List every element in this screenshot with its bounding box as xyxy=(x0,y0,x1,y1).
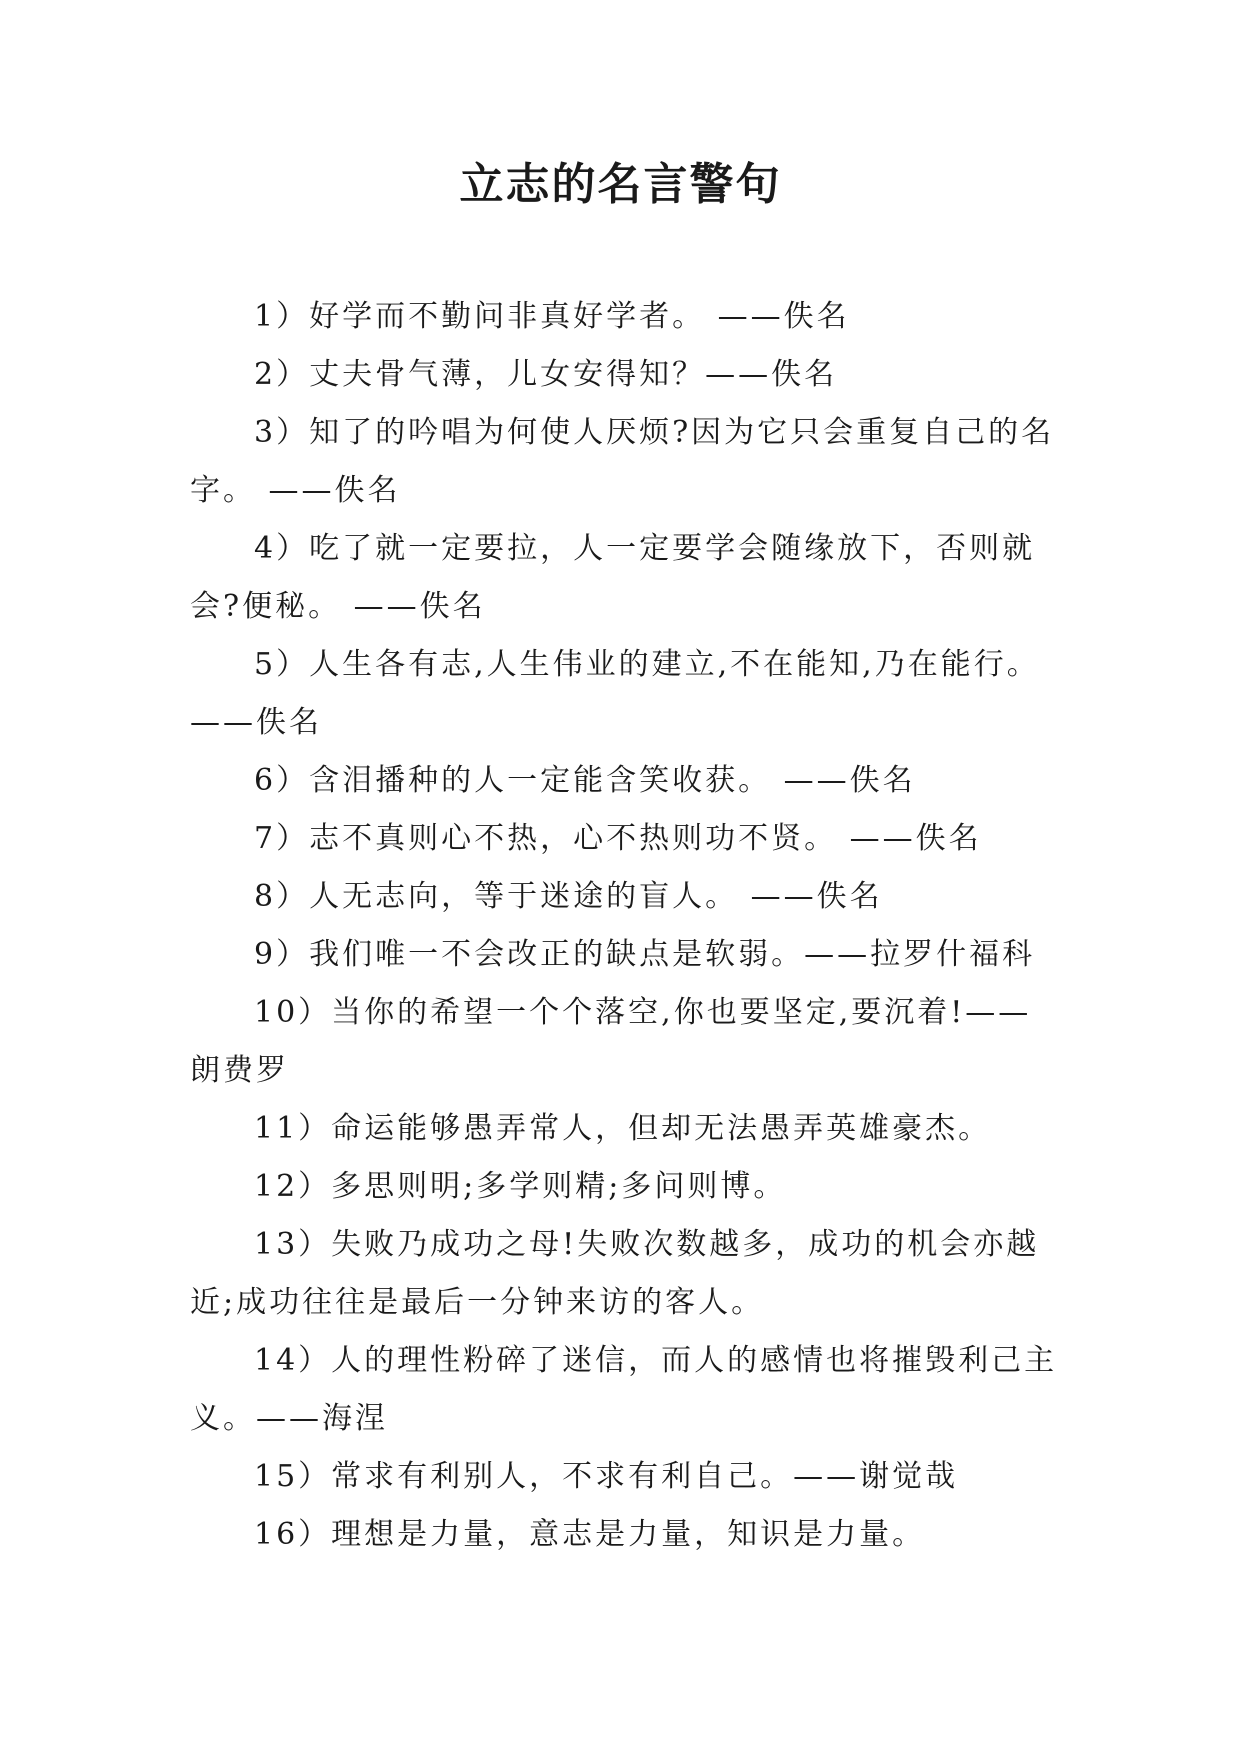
quote-list xyxy=(190,288,1060,1564)
document-title: 立志的名言警句 xyxy=(459,159,782,210)
quote-item: 13）失败乃成功之母!失败次数越多，成功的机会亦越近;成功往往是最后一分钟来访的客人。 xyxy=(190,1227,1040,1320)
quote-item: 2）丈夫骨气薄，儿女安得知？——佚名 xyxy=(254,357,838,392)
quote-item: 15）常求有利别人，不求有利自己。——谢觉哉 xyxy=(254,1459,959,1494)
quote-item: 11）命运能够愚弄常人，但却无法愚弄英雄豪杰。 xyxy=(254,1111,992,1146)
quote-item: 12）多思则明;多学则精;多问则博。 xyxy=(254,1169,787,1204)
quote-item: 8）人无志向，等于迷途的盲人。 ——佚名 xyxy=(254,879,883,914)
quote-item: 5）人生各有志,人生伟业的建立,不在能知,乃在能行。——佚名 xyxy=(190,647,1040,740)
quote-item: 1）好学而不勤问非真好学者。 ——佚名 xyxy=(254,299,850,334)
quote-item: 14）人的理性粉碎了迷信，而人的感情也将摧毁利己主义。——海涅 xyxy=(190,1343,1058,1436)
quote-item: 4）吃了就一定要拉，人一定要学会随缘放下，否则就会?便秘。 ——佚名 xyxy=(190,531,1036,624)
quote-item: 10）当你的希望一个个落空,你也要坚定,要沉着!——朗费罗 xyxy=(190,995,1032,1088)
quote-item: 3）知了的吟唱为何使人厌烦?因为它只会重复自己的名字。 ——佚名 xyxy=(190,415,1055,508)
quote-item: 9）我们唯一不会改正的缺点是软弱。——拉罗什福科 xyxy=(254,937,1036,972)
quote-item: 6）含泪播种的人一定能含笑收获。 ——佚名 xyxy=(254,763,916,798)
quote-item: 16）理想是力量，意志是力量，知识是力量。 xyxy=(254,1517,926,1552)
quote-item: 7）志不真则心不热，心不热则功不贤。 ——佚名 xyxy=(254,821,982,856)
